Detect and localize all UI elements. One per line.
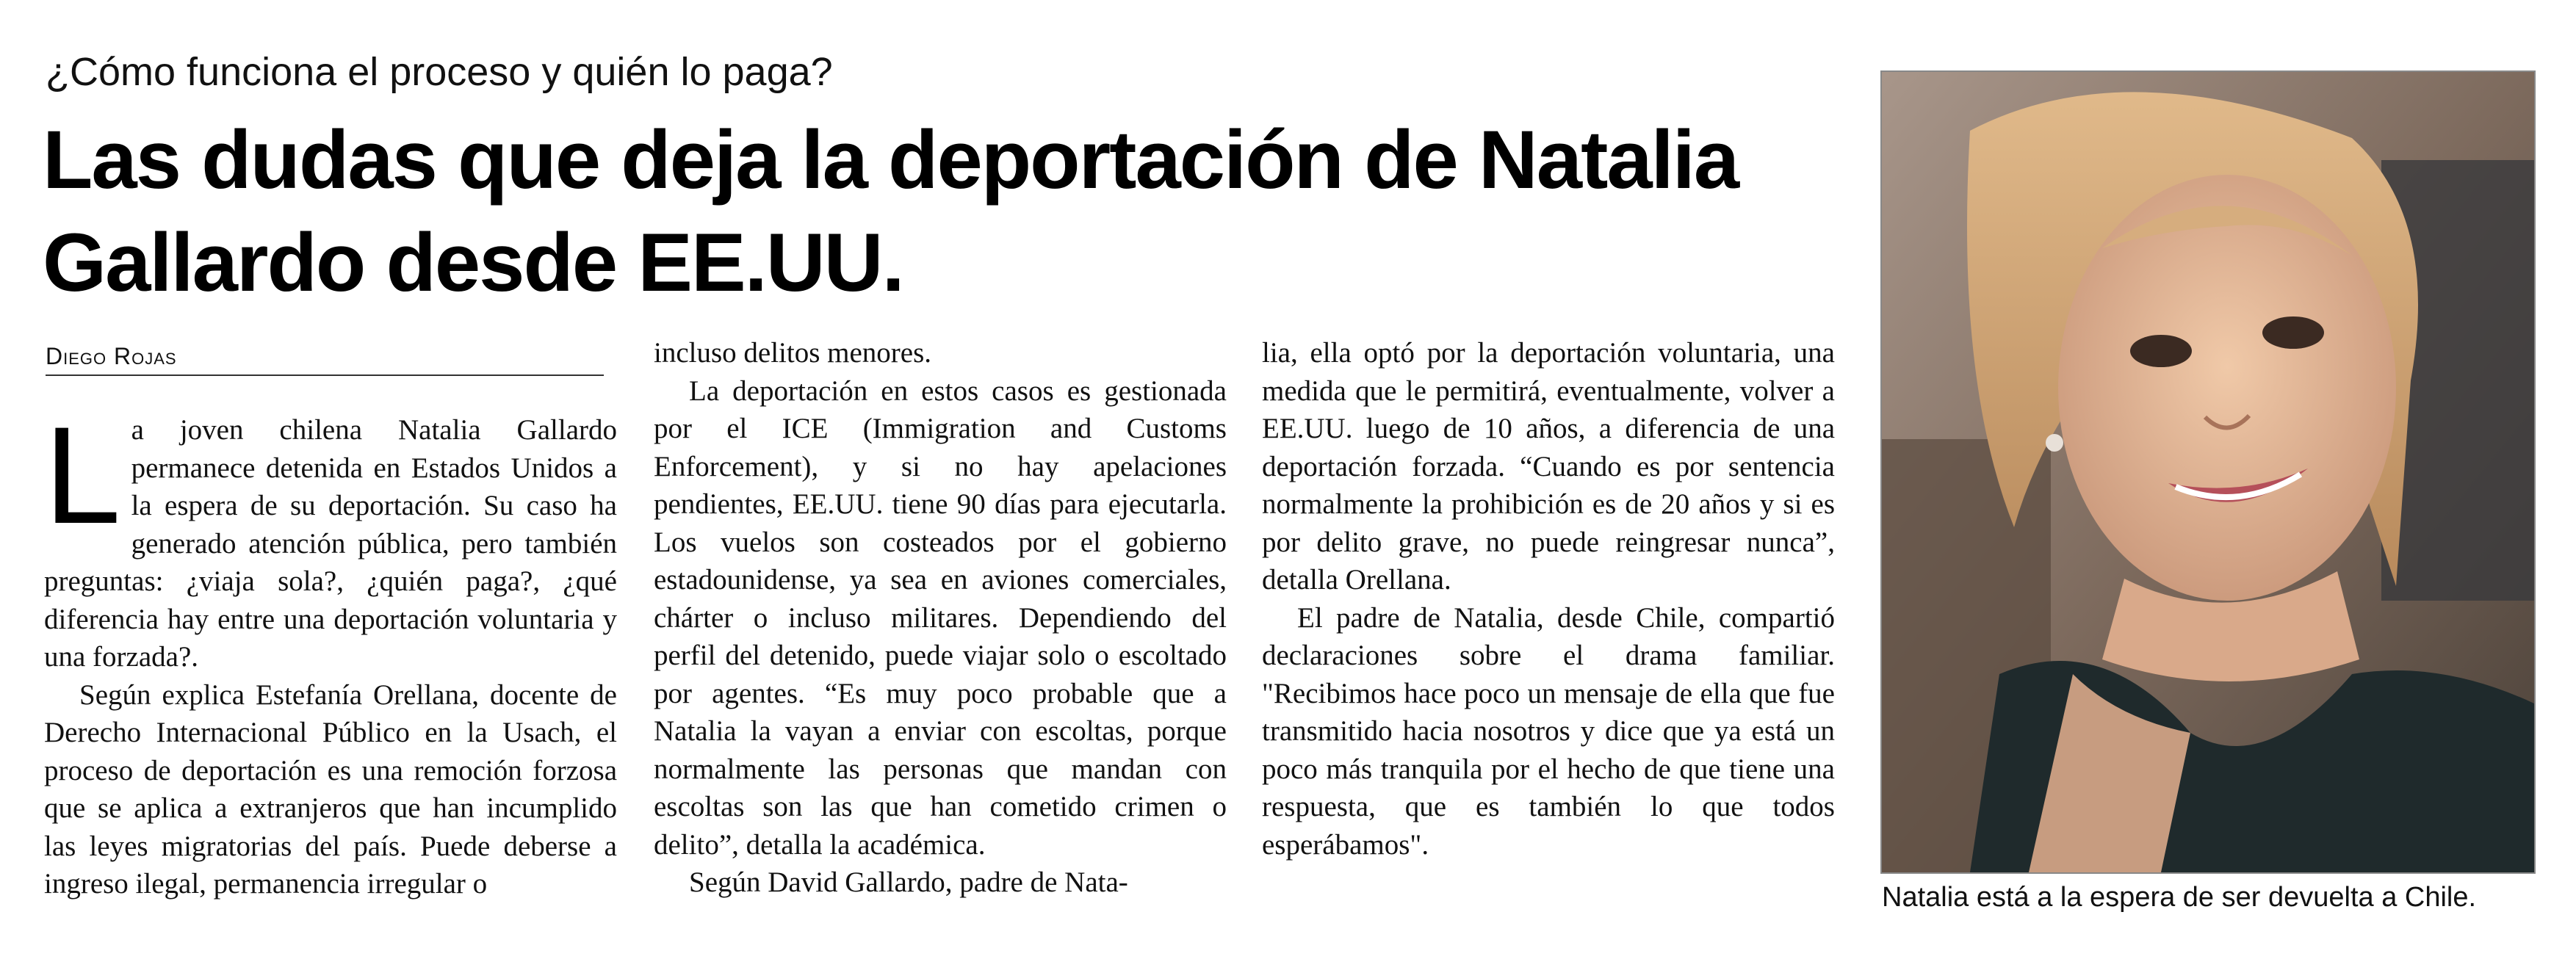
- headline-line-1: Las dudas que deja la deportación de Natalia: [43, 114, 1739, 206]
- paragraph-4: Según David Gallardo, padre de Nata-: [689, 866, 1128, 898]
- article-headline: [43, 109, 1850, 314]
- article-column-1: [44, 398, 617, 903]
- byline: Diego Rojas: [46, 339, 604, 376]
- portrait-illustration: [1882, 72, 2534, 872]
- paragraph-3: La deportación en estos casos es gestionada por el ICE (Immigration and Customs Enforcement), y si no hay apelaciones pendientes, EE.UU. tiene 90 días para ejecutarla. Los vuelos son costeados por el gobierno estadounidense, ya sea en aviones comerciales, chárter o incluso militares. Dependiendo del perfil del detenido, puede viajar solo o escoltado por agentes. “Es muy poco probable que a Natalia la vayan a enviar con escoltas, porque normalmente las personas que mandan con escoltas son las que han cometido crimen o delito”, detalla la académica.: [654, 374, 1227, 861]
- article-column-3: [1262, 334, 1835, 864]
- paragraph-5: El padre de Natalia, desde Chile, compartió declaraciones sobre el drama familiar. "Recibimos hace poco un mensaje de ella que fue transmitido hacia nosotros y dice que ya está un poco más tranquila por el hecho de que tiene una respuesta, que es también lo que todos esperábamos".: [1262, 601, 1835, 861]
- article-column-2: [654, 334, 1227, 902]
- article-photo: [1880, 70, 2536, 874]
- headline-line-2: Gallardo desde EE.UU.: [43, 217, 903, 308]
- article-kicker: ¿Cómo funciona el proceso y quién lo paga?: [46, 50, 833, 94]
- paragraph-2: Según explica Estefanía Orellana, docente de Derecho Internacional Público en la Usach, el proceso de deportación es una remoción forzosa que se aplica a extranjeros que han incumplido las leyes migratorias del país. Puede deberse a ingreso ilegal, permanencia irregular o: [44, 678, 617, 900]
- drop-cap: L: [44, 398, 121, 552]
- paragraph-1: a joven chilena Natalia Gallardo permanece detenida en Estados Unidos a la espera de su deportación. Su caso ha generado atención pública, pero también preguntas: ¿viaja sola?, ¿quién paga?, ¿qué diferencia hay entre una deportación voluntaria y una forzada?.: [44, 414, 617, 673]
- photo-caption: Natalia está a la espera de ser devuelta a Chile.: [1882, 882, 2477, 913]
- paragraph-4-continued: lia, ella optó por la deportación voluntaria, una medida que le permitirá, eventualmente, volver a EE.UU. luego de 10 años, a diferencia de una deportación forzada. “Cuando es por sentencia normalmente la prohibición es de 20 años y si es por delito grave, no puede reingresar nunca”, detalla Orellana.: [1262, 337, 1835, 596]
- paragraph-1-container: [44, 398, 617, 676]
- paragraph-2-continued: incluso delitos menores.: [654, 337, 932, 369]
